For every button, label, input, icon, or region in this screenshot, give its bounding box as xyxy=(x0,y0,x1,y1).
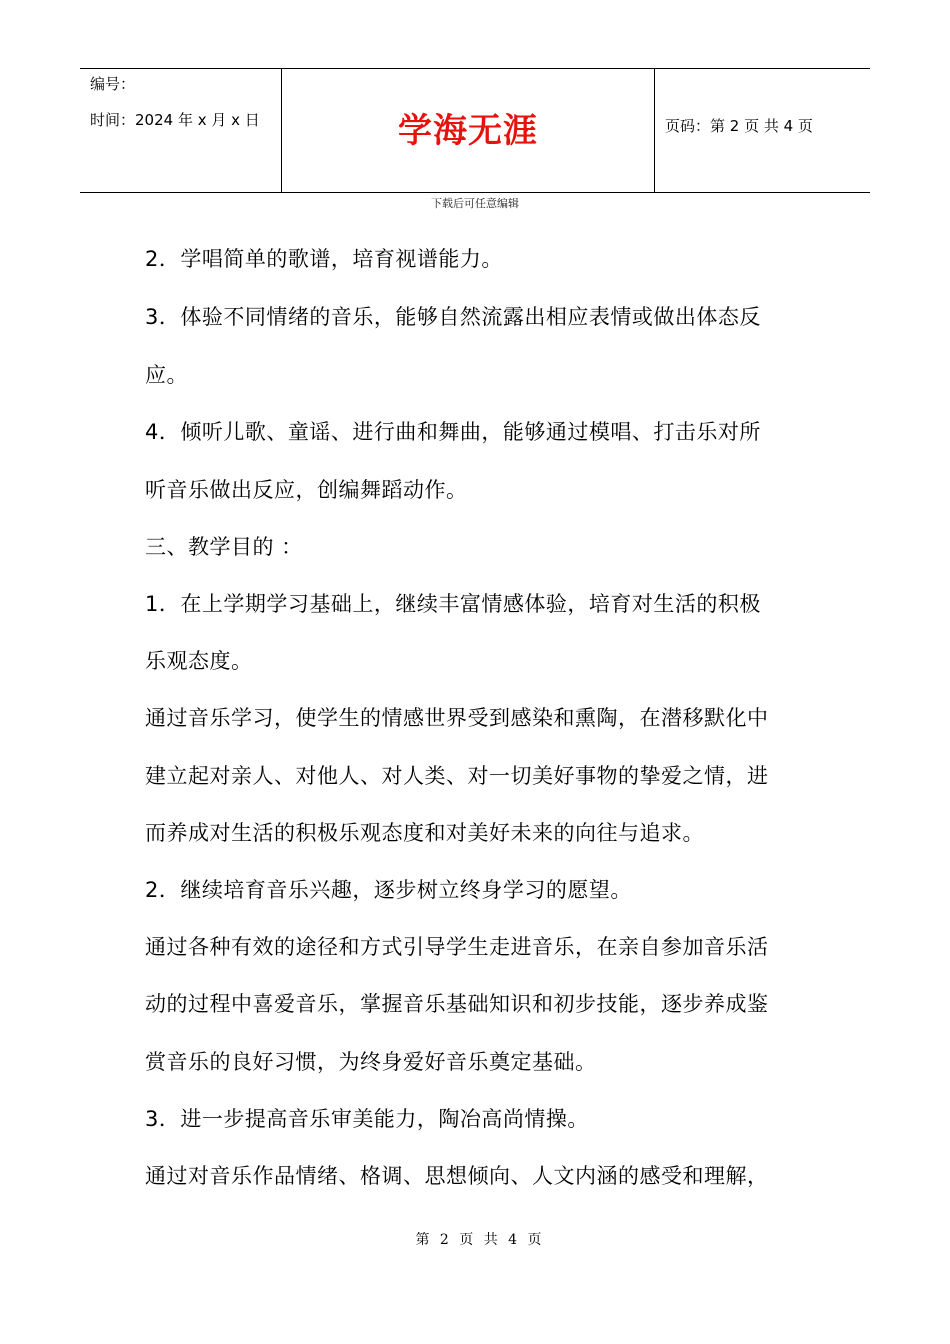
header-title: 学海无涯 xyxy=(398,111,538,151)
body-line: 应。 xyxy=(145,363,188,387)
body-line: 3．进一步提高音乐审美能力，陶冶高尚情操。 xyxy=(145,1107,589,1131)
header-right-cell xyxy=(654,69,871,192)
body-line: 建立起对亲人、对他人、对人类、对一切美好事物的挚爱之情，进 xyxy=(145,764,769,788)
body-line: 三、教学目的 ： xyxy=(145,535,303,559)
body-line: 2．学唱简单的歌谱，培育视谱能力。 xyxy=(145,247,503,271)
header-middle-cell xyxy=(282,69,654,192)
body-line: 通过对音乐作品情绪、格调、思想倾向、人文内涵的感受和理解， xyxy=(145,1164,769,1188)
page-footer: 第 2 页 共 4 页 xyxy=(415,1232,545,1248)
document-header xyxy=(80,68,870,193)
body-line: 赏音乐的良好习惯，为终身爱好音乐奠定基础。 xyxy=(145,1050,597,1074)
body-line: 乐观态度。 xyxy=(145,649,253,673)
body-line: 4．倾听儿歌、童谣、进行曲和舞曲，能够通过模唱、打击乐对所 xyxy=(145,420,761,444)
body-line: 动的过程中喜爱音乐，掌握音乐基础知识和初步技能，逐步养成鉴 xyxy=(145,992,769,1016)
editable-note: 下载后可任意编辑 xyxy=(431,197,519,210)
header-left-cell xyxy=(80,69,282,192)
body-line: 3．体验不同情绪的音乐，能够自然流露出相应表情或做出体态反 xyxy=(145,305,761,329)
page-number-label: 页码：第 2 页 共 4 页 xyxy=(665,117,813,135)
document-date-label: 时间：2024 年 x 月 x 日 xyxy=(90,111,260,129)
body-line: 通过各种有效的途径和方式引导学生走进音乐，在亲自参加音乐活 xyxy=(145,935,769,959)
body-line: 听音乐做出反应，创编舞蹈动作。 xyxy=(145,478,468,502)
body-line: 2．继续培育音乐兴趣，逐步树立终身学习的愿望。 xyxy=(145,878,632,902)
body-line: 1．在上学期学习基础上，继续丰富情感体验，培育对生活的积极 xyxy=(145,592,761,616)
body-line: 通过音乐学习，使学生的情感世界受到感染和熏陶，在潜移默化中 xyxy=(145,706,769,730)
document-number-label: 编号： xyxy=(90,75,136,93)
body-line: 而养成对生活的积极乐观态度和对美好未来的向往与追求。 xyxy=(145,821,704,845)
